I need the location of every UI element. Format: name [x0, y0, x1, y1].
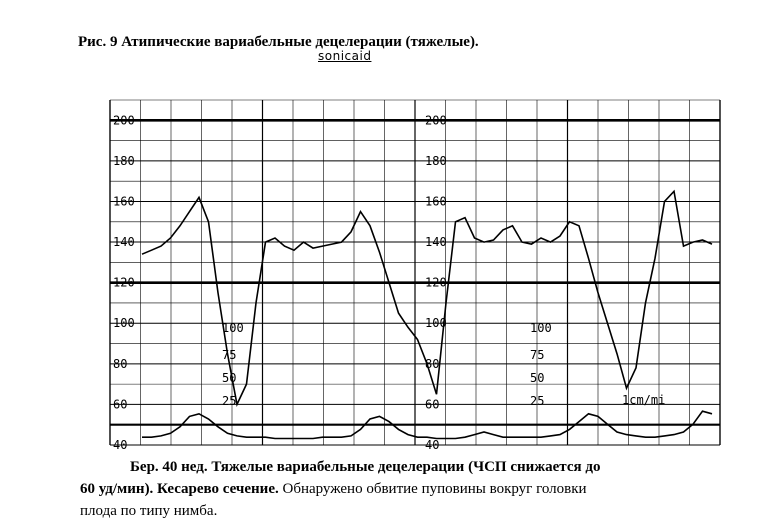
caption-bold-line2: 60 уд/мин). Кесарево сечение. — [80, 481, 279, 497]
y-tick-left-120: 120 — [113, 275, 135, 290]
uc-tick-left-75: 75 — [222, 348, 237, 362]
uc-axis-labels-right — [530, 321, 552, 408]
uc-tick-right-75: 75 — [530, 348, 545, 362]
y-tick-right-140: 140 — [425, 235, 447, 250]
y-tick-left-160: 160 — [113, 194, 135, 209]
y-tick-left-60: 60 — [113, 397, 128, 412]
y-tick-right-60: 60 — [425, 397, 440, 412]
y-axis-labels-right — [425, 113, 447, 452]
y-tick-left-200: 200 — [113, 113, 135, 128]
uc-tick-left-25: 25 — [222, 394, 237, 408]
uc-tick-left-50: 50 — [222, 371, 237, 385]
caption-normal-line3: плода по типу нимба. — [80, 503, 218, 519]
y-axis-labels-left — [113, 113, 135, 452]
y-tick-left-140: 140 — [113, 235, 135, 250]
uc-tick-right-50: 50 — [530, 371, 545, 385]
y-tick-right-160: 160 — [425, 194, 447, 209]
y-tick-right-100: 100 — [425, 316, 447, 331]
figure-caption — [80, 456, 770, 522]
uc-tick-left-100: 100 — [222, 321, 244, 335]
y-tick-left-80: 80 — [113, 356, 128, 371]
figure-title: Рис. 9 Атипические вариабельные децелерации (тяжелые). — [78, 34, 479, 50]
y-tick-left-100: 100 — [113, 316, 135, 331]
brand-label: sonicaid — [318, 49, 372, 63]
caption-normal-line2: Обнаружено обвитие пуповины вокруг головки — [278, 481, 587, 497]
uc-axis-labels-left — [222, 321, 244, 408]
y-tick-right-120: 120 — [425, 275, 447, 290]
caption-bold-line1: Бер. 40 нед. Тяжелые вариабельные децелерации (ЧСП снижается до — [130, 459, 601, 475]
y-tick-right-80: 80 — [425, 356, 440, 371]
y-tick-left-40: 40 — [113, 438, 128, 452]
uc-tick-right-25: 25 — [530, 394, 545, 408]
paper-speed-label: 1cm/mi — [622, 393, 666, 407]
y-tick-right-200: 200 — [425, 113, 447, 128]
y-tick-left-180: 180 — [113, 153, 135, 168]
uc-tick-right-100: 100 — [530, 321, 552, 335]
y-tick-right-180: 180 — [425, 153, 447, 168]
y-tick-right-40: 40 — [425, 438, 440, 452]
